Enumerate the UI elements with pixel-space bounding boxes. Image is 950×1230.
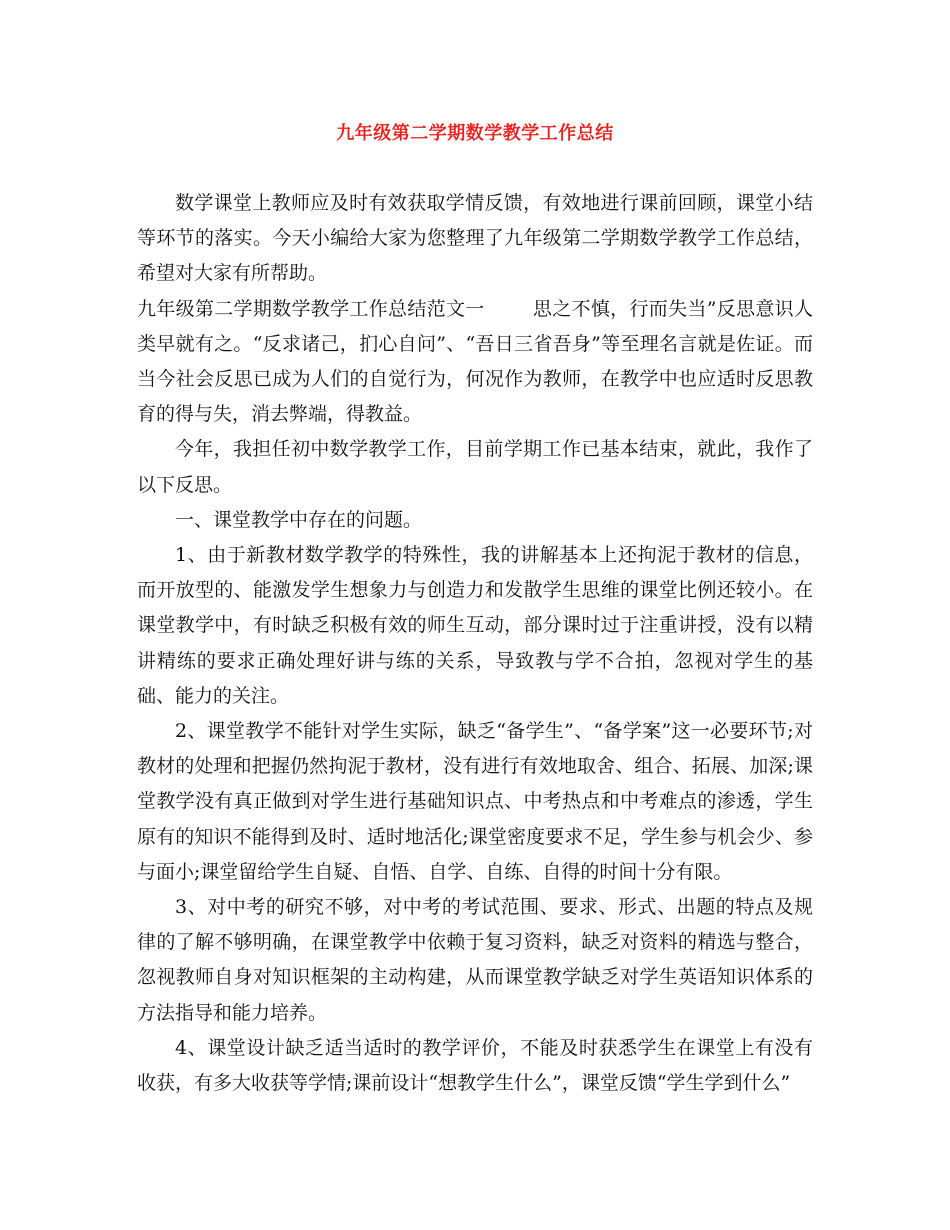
this-year-paragraph: 今年，我担任初中数学教学工作，目前学期工作已基本结束，就此，我作了以下反思。 — [137, 438, 813, 496]
section-one-heading: 一、课堂教学中存在的问题。 — [175, 508, 423, 531]
document-body — [137, 186, 813, 1101]
item-2-paragraph: 2、课堂教学不能针对学生实际，缺乏“备学生”、“备学案”这一必要环节;对教材的处理和把握仍然拘泥于教材，没有进行有效地取舍、组合、拓展、加深;课堂教学没有真正做到对学生进行基础知识点、中考热点和中考难点的渗透，学生原有的知识不能得到及时、适时地活化;课堂密度要求不足，学生参与机会少、参与面小;课堂留给学生自疑、自悟、自学、自练、自得的时间十分有限。 — [137, 720, 813, 883]
sample-paragraph — [137, 292, 813, 433]
item-1-paragraph: 1、由于新教材数学教学的特殊性，我的讲解基本上还拘泥于教材的信息，而开放型的、能激发学生想象力与创造力和发散学生思维的课堂比例还较小。在课堂教学中，有时缺乏积极有效的师生互动，部分课时过于注重讲授，没有以精讲精练的要求正确处理好讲与练的关系，导致教与学不合拍，忽视对学生的基础、能力的关注。 — [137, 544, 813, 707]
sample-first-text: 思之不慎，行而失当”反思意识人类早就有之。“反求诸己，扪心自问”、“吾日三省吾身”等至理名言就是佐证。而当今社会反思已成为人们的自觉行为，何况作为教师，在教学中也应适时反思教育的得与失，消去弊端，得教益。 — [137, 297, 813, 426]
intro-paragraph: 数学课堂上教师应及时有效获取学情反馈，有效地进行课前回顾，课堂小结等环节的落实。今天小编给大家为您整理了九年级第二学期数学教学工作总结，希望对大家有所帮助。 — [137, 192, 813, 285]
item-3-paragraph: 3、对中考的研究不够，对中考的考试范围、要求、形式、出题的特点及规律的了解不够明确，在课堂教学中依赖于复习资料，缺乏对资料的精选与整合，忽视教师自身对知识框架的主动构建，从而课堂教学缺乏对学生英语知识体系的方法指导和能力培养。 — [137, 896, 813, 1024]
item-4-paragraph: 4、课堂设计缺乏适当适时的教学评价，不能及时获悉学生在课堂上有没有收获，有多大收获等学情;课前设计“想教学生什么”，课堂反馈“学生学到什么” — [137, 1036, 813, 1095]
sample-heading: 九年级第二学期数学教学工作总结范文一 — [137, 297, 485, 320]
document-title: 九年级第二学期数学教学工作总结 — [336, 123, 614, 144]
